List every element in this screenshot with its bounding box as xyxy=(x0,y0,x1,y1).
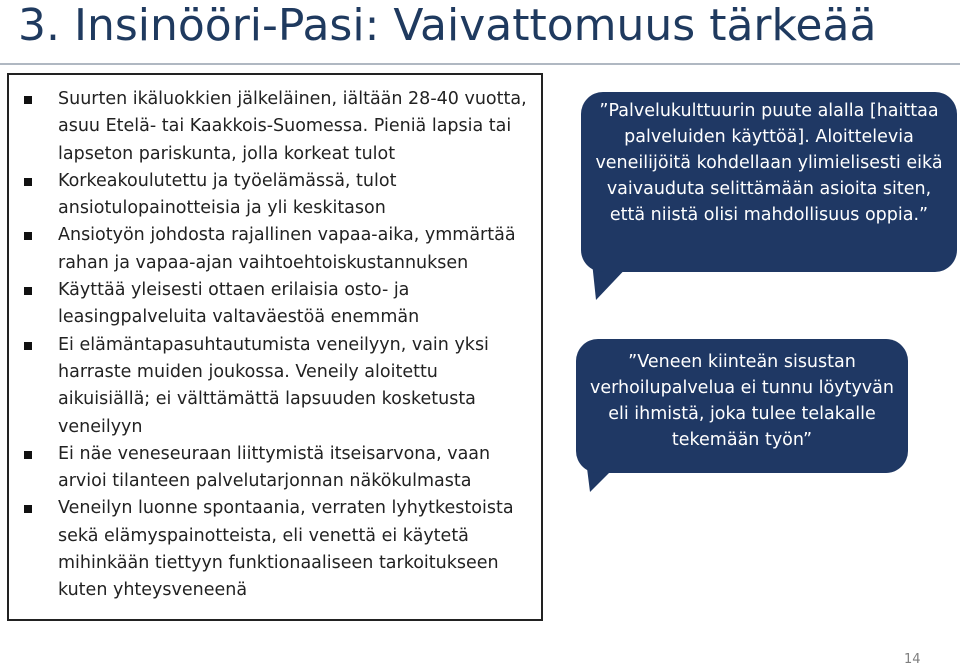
bullet-text: Ei näe veneseuraan liittymistä itseisarvona, vaan arvioi tilanteen palvelutarjonnan näkökulmasta xyxy=(58,443,491,492)
bullet-text: Ansiotyön johdosta rajallinen vapaa-aika, ymmärtää rahan ja vapaa-ajan vaihtoehtoiskustannuksen xyxy=(58,225,516,273)
bullet-item xyxy=(22,495,530,604)
bullet-item xyxy=(22,86,530,168)
bullet-item xyxy=(22,168,530,223)
quote-text-first: ”Palvelukulttuurin puute alalla [haittaa palveluiden käyttöä]. Aloittelevia veneilijöitä kohdellaan ylimielisesti eikä vaivauduta selittämään asioita siten, että niistä olisi mahdollisuus oppia.” xyxy=(595,101,943,225)
square-bullet-icon xyxy=(24,96,32,104)
bullet-text: Käyttää yleisesti ottaen erilaisia osto- ja leasingpalveluita valtaväestöä enemmän xyxy=(58,280,420,328)
title-divider xyxy=(0,63,960,65)
bullet-text: Suurten ikäluokkien jälkeläinen, iältään 28-40 vuotta, asuu Etelä- tai Kaakkois-Suomessa. Pieniä lapsia tai lapseton pariskunta, jolla korkeat tulot xyxy=(58,89,527,164)
bullet-item xyxy=(22,441,530,496)
page-number: 14 xyxy=(904,652,921,667)
quote-text-second: ”Veneen kiinteän sisustan verhoilupalvelua ei tunnu löytyvän eli ihmistä, joka tulee telakalle tekemään työn” xyxy=(590,352,894,450)
square-bullet-icon xyxy=(24,178,32,186)
bullet-text: Korkeakoulutettu ja työelämässä, tulot ansiotulopainotteisia ja yli keskitason xyxy=(58,170,397,219)
square-bullet-icon xyxy=(24,342,32,350)
bullet-text: Veneilyn luonne spontaania, verraten lyhytkestoista sekä elämyspainotteista, eli venettä ei käytetä mihinkään tiettyyn funktionaaliseen tarkoitukseen kuten yhteysveneenä xyxy=(58,498,514,601)
bullet-item xyxy=(22,222,530,277)
quote-callout-first xyxy=(581,92,957,272)
bullet-text: Ei elämäntapasuhtautumista veneilyyn, vain yksi harraste muiden joukossa. Veneily aloitettu aikuisiällä; ei välttämättä lapsuuden kosketusta veneilyyn xyxy=(58,334,489,437)
slide-title: 3. Insinööri-Pasi: Vaivattomuus tärkeää xyxy=(18,0,877,51)
square-bullet-icon xyxy=(24,287,32,295)
square-bullet-icon xyxy=(24,505,32,513)
square-bullet-icon xyxy=(24,232,32,240)
square-bullet-icon xyxy=(24,451,32,459)
bullet-item xyxy=(22,332,530,441)
bullet-item xyxy=(22,277,530,332)
bullet-list xyxy=(22,86,530,605)
quote-callout-second xyxy=(576,339,908,473)
